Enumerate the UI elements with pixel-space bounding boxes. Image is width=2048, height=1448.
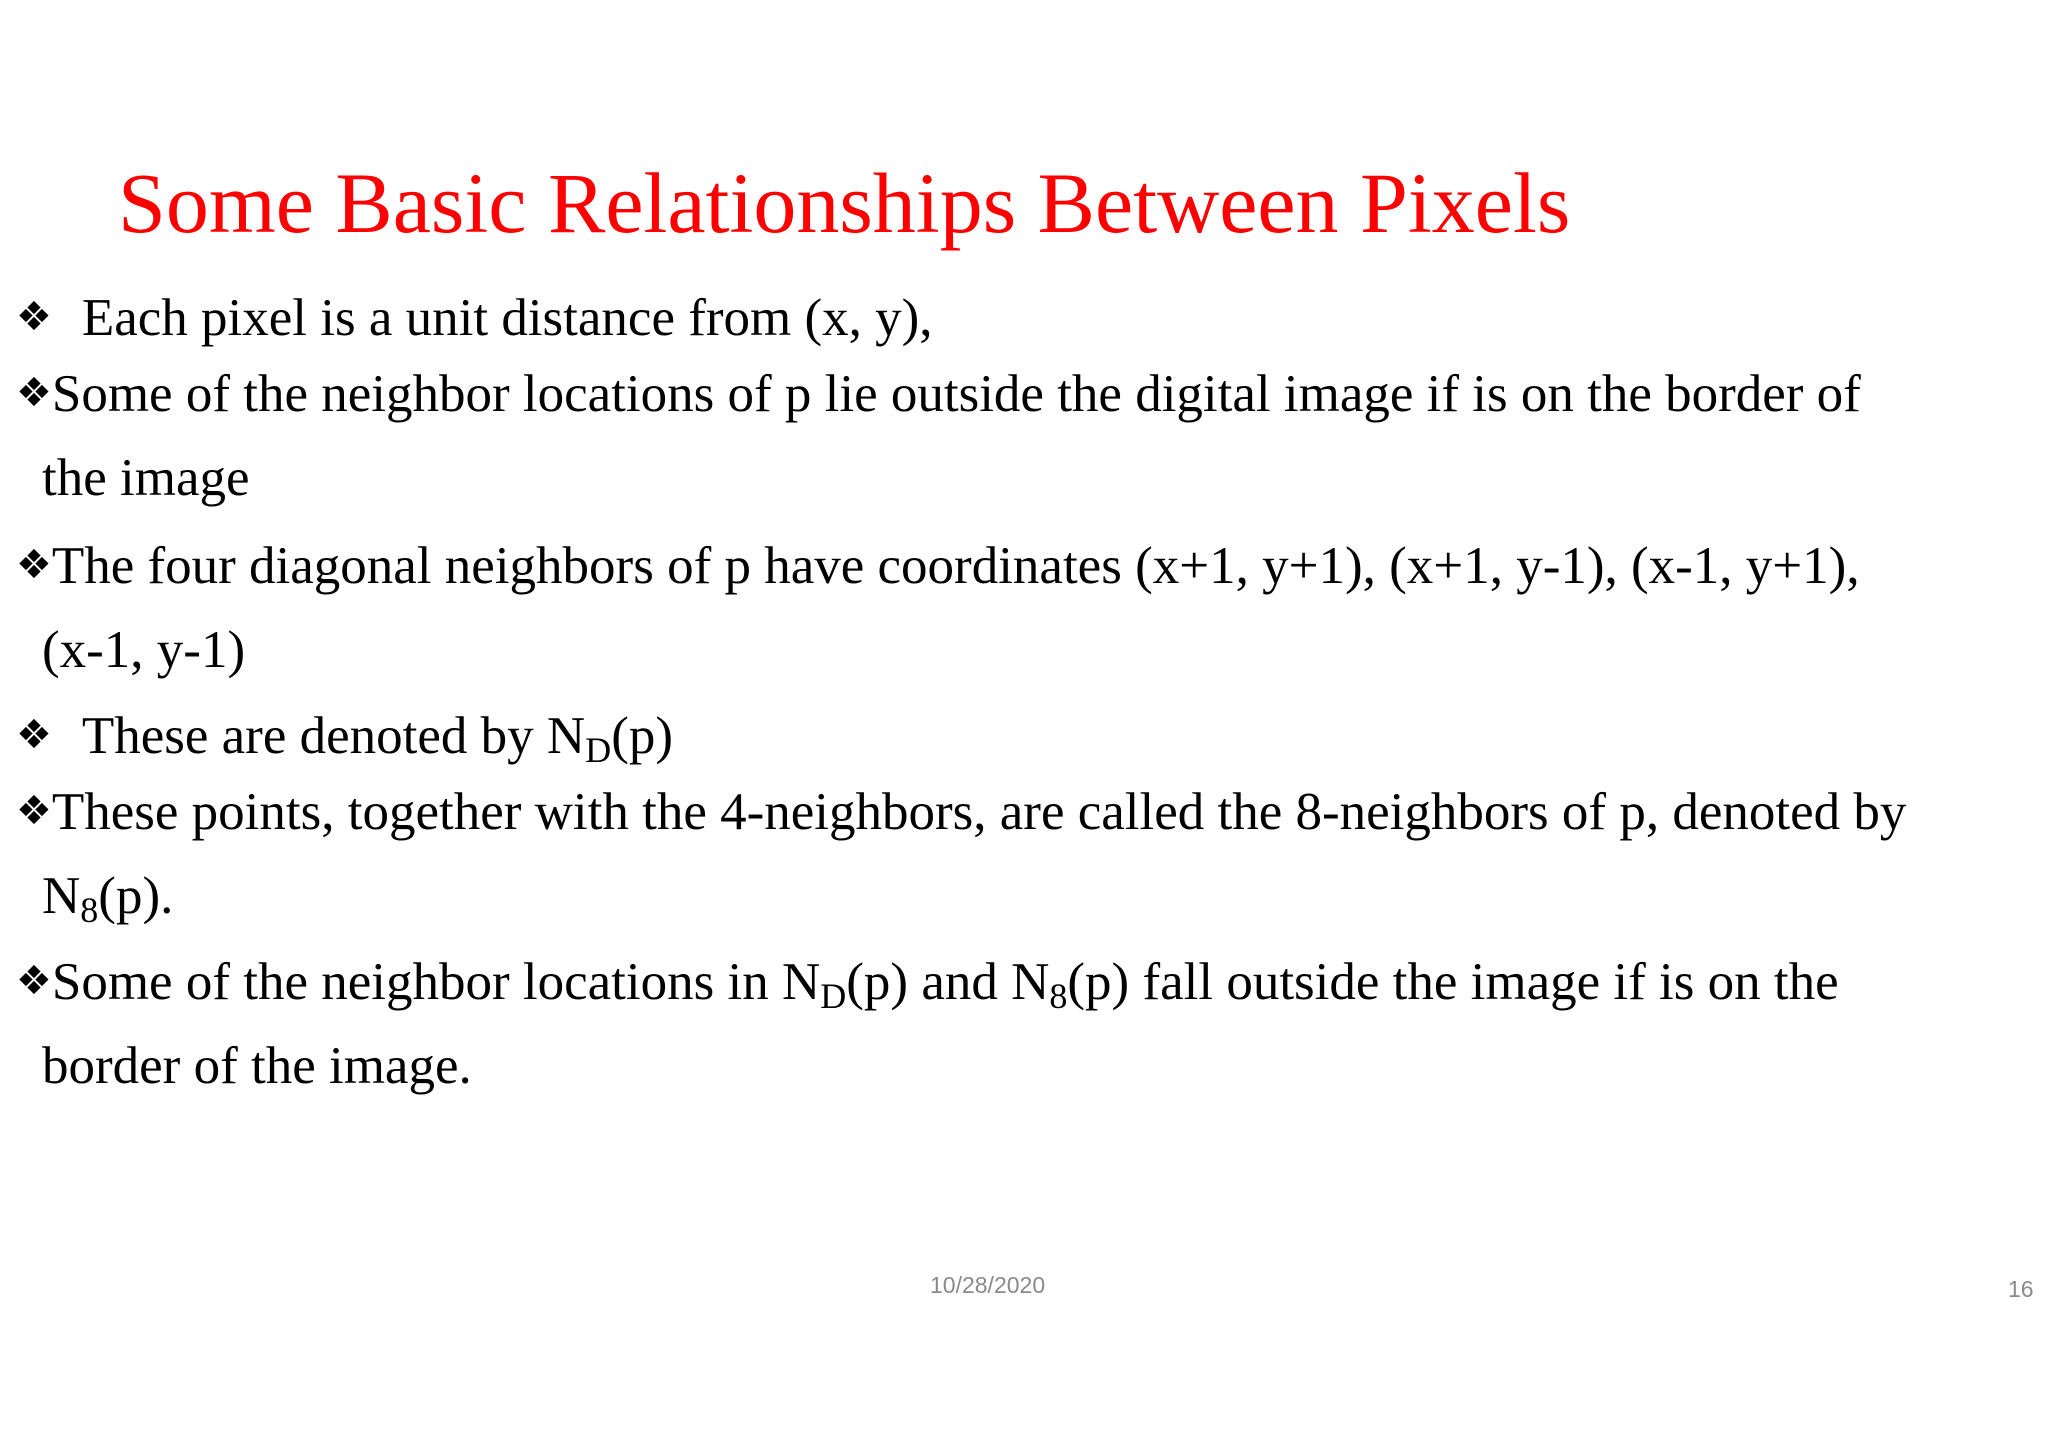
- diamond-bullet-icon: ❖: [16, 712, 52, 758]
- bullet-text: These points, together with the 4-neighbors, are called the 8-neighbors of p, denoted by: [51, 783, 1907, 841]
- bullet-item-3: [16, 536, 1860, 597]
- diamond-bullet-icon: ❖: [16, 370, 52, 416]
- subscript-d: D: [585, 730, 612, 770]
- bullet-text-pre: Some of the neighbor locations in N: [51, 953, 821, 1011]
- cont-text-pre: N: [42, 867, 81, 925]
- page-number: 16: [2008, 1276, 2034, 1302]
- subscript-8: 8: [1049, 976, 1068, 1016]
- bullet-item-5: [16, 782, 1906, 843]
- bullet-text-mid: (p) and N: [846, 953, 1050, 1011]
- bullet-text: The four diagonal neighbors of p have coordinates (x+1, y+1), (x+1, y-1), (x-1, y+1),: [51, 537, 1860, 595]
- bullet-text-pre: These are denoted by N: [81, 707, 586, 765]
- bullet-item-2: [16, 364, 1861, 425]
- bullet-item-6: [16, 952, 1839, 1016]
- diamond-bullet-icon: ❖: [16, 958, 52, 1004]
- subscript-8: 8: [80, 890, 99, 930]
- slide-title: Some Basic Relationships Between Pixels: [118, 155, 1571, 251]
- bullet-item-6-continuation: border of the image.: [42, 1037, 472, 1095]
- diamond-bullet-icon: ❖: [16, 294, 52, 340]
- bullet-text: Some of the neighbor locations of p lie outside the digital image if is on the border of: [51, 365, 1861, 423]
- cont-text-post: (p).: [98, 867, 174, 925]
- diamond-bullet-icon: ❖: [16, 788, 52, 834]
- bullet-text: Each pixel is a unit distance from (x, y),: [81, 289, 933, 347]
- diamond-bullet-icon: ❖: [16, 542, 52, 588]
- bullet-item-4: [16, 706, 673, 770]
- subscript-d: D: [820, 976, 847, 1016]
- bullet-item-2-continuation: the image: [42, 449, 250, 507]
- bullet-text-post: (p) fall outside the image if is on the: [1067, 953, 1839, 1011]
- footer-date: 10/28/2020: [930, 1272, 1046, 1298]
- bullet-item-1: [16, 288, 933, 349]
- bullet-text-post: (p): [611, 707, 673, 765]
- bullet-item-5-continuation: [42, 866, 174, 930]
- bullet-item-3-continuation: (x-1, y-1): [42, 621, 246, 679]
